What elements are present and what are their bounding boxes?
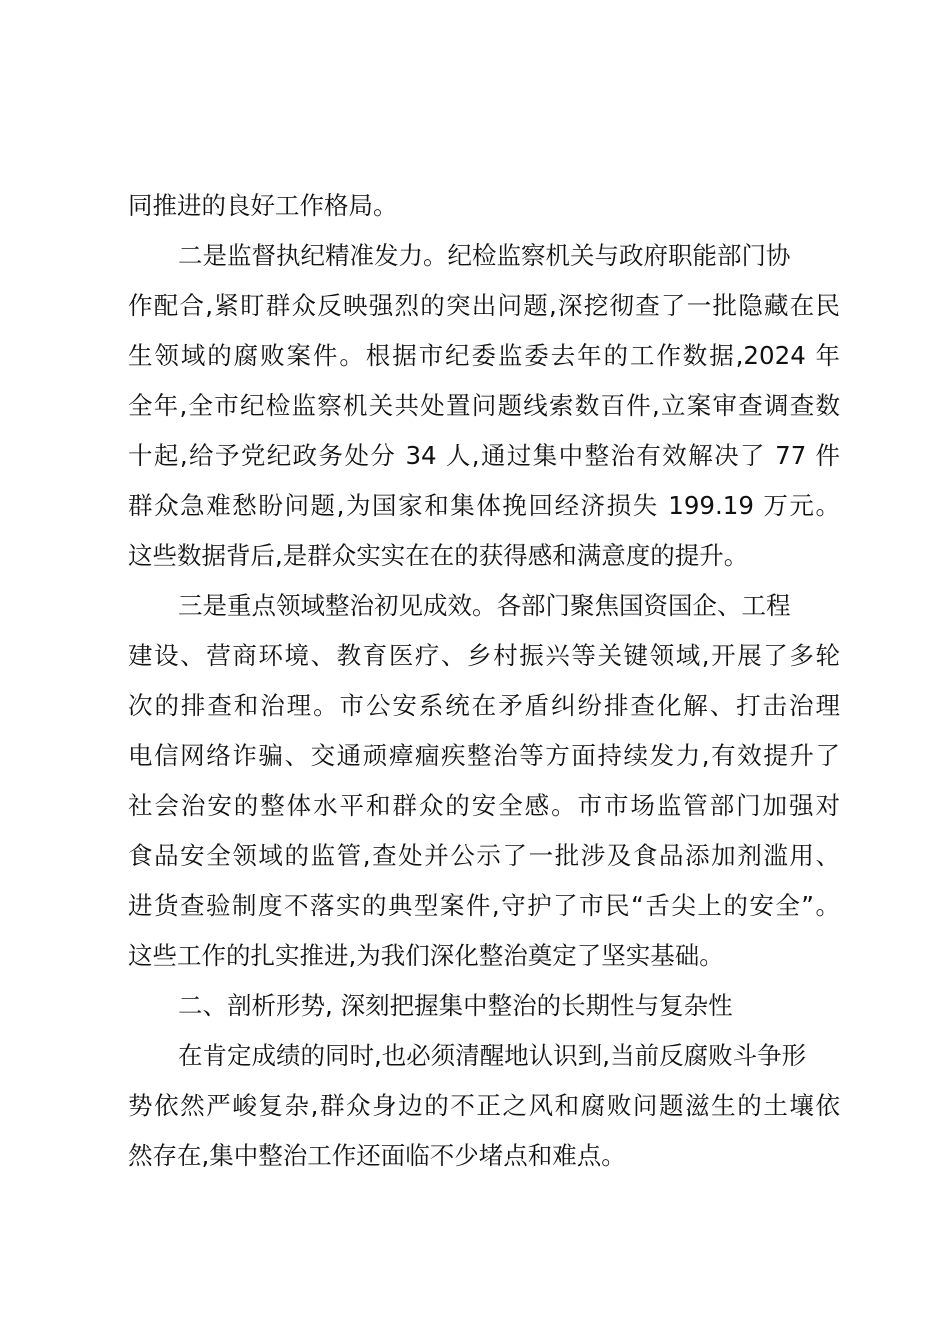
text-line: 社会治安的整体水平和群众的安全感。市市场监管部门加强对: [128, 791, 840, 820]
text-line: 这些工作的扎实推进,为我们深化整治奠定了坚实基础。: [128, 941, 724, 970]
text-line: 生领域的腐败案件。根据市纪委监委去年的工作数据,2024 年: [128, 341, 840, 370]
section-heading: 二、剖析形势, 深刻把握集中整治的长期性与复杂性: [178, 991, 733, 1020]
paragraph-start-line: 二是监督执纪精准发力。纪检监察机关与政府职能部门协: [178, 241, 791, 270]
paragraph-start-line: 在肯定成绩的同时,也必须清醒地认识到,当前反腐败斗争形: [178, 1041, 807, 1070]
text-line: 建设、营商环境、教育医疗、乡村振兴等关键领域,开展了多轮: [128, 641, 840, 670]
text-line: 群众急难愁盼问题,为国家和集体挽回经济损失 199.19 万元。: [128, 491, 840, 520]
text-line: 次的排查和治理。市公安系统在矛盾纠纷排查化解、打击治理: [128, 691, 840, 720]
text-line: 全年,全市纪检监察机关共处置问题线索数百件,立案审查调查数: [128, 391, 840, 420]
text-line: 进货查验制度不落实的典型案件,守护了市民“舌尖上的安全”。: [128, 891, 840, 920]
text-line: 然存在,集中整治工作还面临不少堵点和难点。: [128, 1141, 626, 1170]
text-line: 同推进的良好工作格局。: [128, 191, 398, 220]
text-line: 这些数据背后,是群众实实在在的获得感和满意度的提升。: [128, 541, 749, 570]
text-line: 食品安全领域的监管,查处并公示了一批涉及食品添加剂滥用、: [128, 841, 840, 870]
paragraph-start-line: 三是重点领域整治初见成效。各部门聚焦国资国企、工程: [178, 591, 791, 620]
document-body: [128, 181, 840, 1181]
text-line: 十起,给予党纪政务处分 34 人,通过集中整治有效解决了 77 件: [128, 441, 840, 470]
text-line: 电信网络诈骗、交通顽瘴痼疾整治等方面持续发力,有效提升了: [128, 741, 840, 770]
text-line: 势依然严峻复杂,群众身边的不正之风和腐败问题滋生的土壤依: [128, 1091, 840, 1120]
text-line: 作配合,紧盯群众反映强烈的突出问题,深挖彻查了一批隐藏在民: [128, 291, 840, 320]
